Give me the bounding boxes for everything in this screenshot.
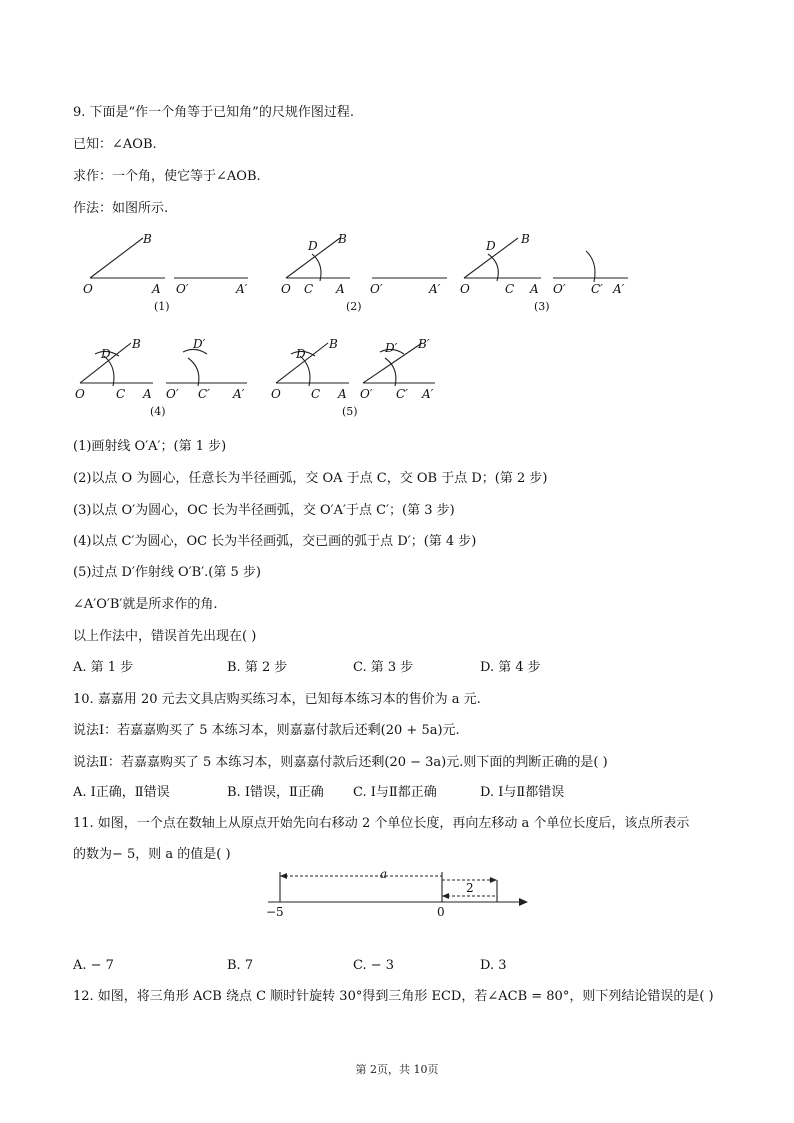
fig1-label-o1: O′ xyxy=(176,282,189,296)
q9-question: 以上作法中，错误首先出现在( ) xyxy=(73,629,257,644)
fig5-label-c1: C′ xyxy=(396,387,408,401)
fig4-caption: (4) xyxy=(150,405,166,418)
fig4-label-o: O xyxy=(75,387,85,401)
fig5-label-o1: O′ xyxy=(360,387,373,401)
fig2-caption: (2) xyxy=(346,300,362,313)
fig4-label-d1: D′ xyxy=(193,337,206,351)
fig2-label-o1: O′ xyxy=(370,282,383,296)
fig1-label-o: O xyxy=(83,282,93,296)
fig3-label-o1: O′ xyxy=(553,282,566,296)
fig3-label-o: O xyxy=(460,282,470,296)
fig1-caption: (1) xyxy=(154,300,170,313)
fig2-label-c: C xyxy=(304,282,314,296)
fig2-label-o: O xyxy=(281,282,291,296)
fig3-label-b: B xyxy=(521,232,530,246)
fig1-label-a1: A′ xyxy=(236,282,248,296)
q9-option-d: D. 第 4 步 xyxy=(480,660,541,675)
q10-option-d: D. Ⅰ与Ⅱ都错误 xyxy=(480,785,565,800)
q11-line-2: 的数为− 5，则 a 的值是( ) xyxy=(73,847,231,862)
q9-step-3: (3)以点 O′为圆心，OC 长为半径画弧，交 O′A′于点 C′；(第 3 步) xyxy=(73,503,455,518)
q11-option-b: B. 7 xyxy=(227,958,254,973)
q9-step-4: (4)以点 C′为圆心，OC 长为半径画弧，交已画的弧于点 D′；(第 4 步) xyxy=(73,534,477,549)
fig4-label-c1: C′ xyxy=(198,387,210,401)
fig1-label-b: B xyxy=(143,232,152,246)
fig5-caption: (5) xyxy=(342,405,358,418)
q10-title: 10. 嘉嘉用 20 元去文具店购买练习本，已知每本练习本的售价为 a 元. xyxy=(73,692,481,707)
fig5-label-d1: D′ xyxy=(385,341,398,355)
q9-option-b: B. 第 2 步 xyxy=(227,660,288,675)
q9-known: 已知：∠AOB. xyxy=(73,137,157,152)
fig5-label-c: C xyxy=(311,387,321,401)
fig4-label-c: C xyxy=(116,387,126,401)
fig3-label-d: D xyxy=(486,239,496,253)
q10-option-a: A. Ⅰ正确，Ⅱ错误 xyxy=(73,785,170,800)
fig5-label-d: D xyxy=(296,347,306,361)
q11-option-d: D. 3 xyxy=(480,958,507,973)
fig5-label-a1: A′ xyxy=(422,387,434,401)
q9-title: 9. 下面是“作一个角等于已知角”的尺规作图过程. xyxy=(73,105,354,120)
fig5-label-b1: B′ xyxy=(418,337,430,351)
q10-option-b: B. Ⅰ错误，Ⅱ正确 xyxy=(227,785,324,800)
q11-option-a: A. − 7 xyxy=(73,958,114,973)
q9-step-5: (5)过点 D′作射线 O′B′.(第 5 步) xyxy=(73,565,261,580)
q9-required: 求作：一个角，使它等于∠AOB. xyxy=(73,169,261,184)
q9-option-a: A. 第 1 步 xyxy=(73,660,134,675)
q9-option-c: C. 第 3 步 xyxy=(353,660,414,675)
fig4-label-a: A xyxy=(143,387,152,401)
fig5-label-b: B xyxy=(329,337,338,351)
q10-option-c: C. Ⅰ与Ⅱ都正确 xyxy=(353,785,437,800)
fig3-label-a: A xyxy=(530,282,539,296)
fig4-label-b: B xyxy=(132,337,141,351)
fig4-label-a1: A′ xyxy=(233,387,245,401)
fig2-label-d: D xyxy=(308,239,318,253)
q11-option-c: C. − 3 xyxy=(353,958,395,973)
fig3-caption: (3) xyxy=(534,300,550,313)
q10-statement-1: 说法Ⅰ：若嘉嘉购买了 5 本练习本，则嘉嘉付款后还剩(20 + 5a)元. xyxy=(73,723,460,738)
q11-line-1: 11. 如图，一个点在数轴上从原点开始先向右移动 2 个单位长度，再向左移动 a 个单位长度后，该点所表示 xyxy=(73,816,690,831)
q12-title: 12. 如图，将三角形 ACB 绕点 C 顺时针旋转 30°得到三角形 ECD，若∠ACB = 80°，则下列结论错误的是( ) xyxy=(73,989,714,1004)
fig2-label-b: B xyxy=(338,232,347,246)
fig5-label-o: O xyxy=(271,387,281,401)
page-footer: 第 2页，共 10页 xyxy=(355,1063,439,1076)
q9-conclusion: ∠A′O′B′就是所求作的角. xyxy=(73,597,218,612)
q9-method: 作法：如图所示. xyxy=(73,201,169,216)
fig2-label-a1: A′ xyxy=(429,282,441,296)
q9-step-2: (2)以点 O 为圆心，任意长为半径画弧，交 OA 于点 C，交 OB 于点 D；(第 2 步) xyxy=(73,471,548,486)
fig3-label-c: C xyxy=(505,282,515,296)
q11-label-a: a xyxy=(380,867,388,881)
fig3-label-a1: A′ xyxy=(613,282,625,296)
fig1-label-a: A xyxy=(152,282,161,296)
q9-construction-figure xyxy=(0,225,794,425)
fig2-label-a: A xyxy=(336,282,345,296)
q11-number-line-figure xyxy=(0,860,794,920)
fig4-label-d: D xyxy=(101,347,111,361)
q9-step-1: (1)画射线 O′A′；(第 1 步) xyxy=(73,439,227,454)
fig4-label-o1: O′ xyxy=(166,387,179,401)
fig5-label-a: A xyxy=(338,387,347,401)
q11-label-zero: 0 xyxy=(437,905,445,919)
q11-label-minus5: −5 xyxy=(266,905,284,919)
fig3-label-c1: C′ xyxy=(591,282,603,296)
q11-label-2: 2 xyxy=(466,881,474,895)
q10-statement-2: 说法Ⅱ：若嘉嘉购买了 5 本练习本，则嘉嘉付款后还剩(20 − 3a)元.则下面的判断正确的是( ) xyxy=(73,755,608,770)
